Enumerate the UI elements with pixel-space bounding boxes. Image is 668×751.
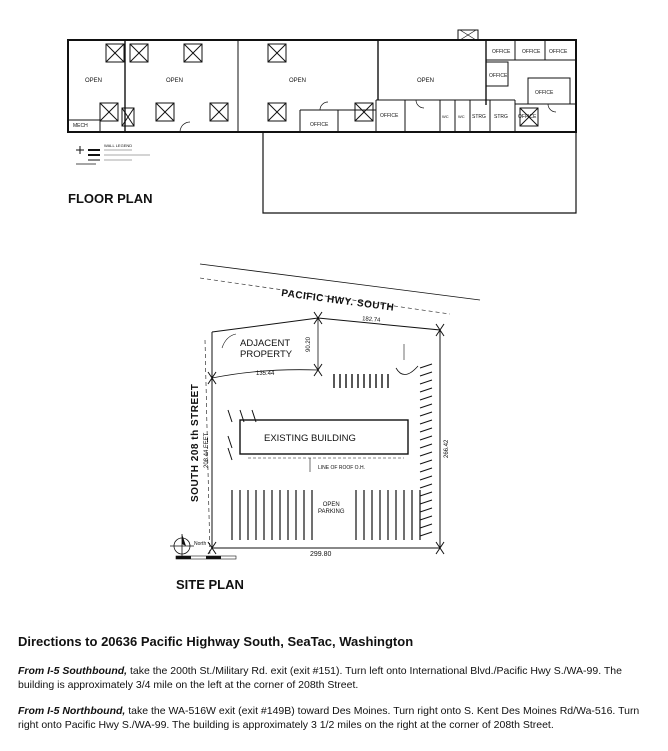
directions — [18, 634, 648, 732]
room-label-wc-2: WC — [458, 114, 465, 119]
room-label-open-1: OPEN — [85, 78, 103, 84]
southbound-lead: From I-5 Southbound, — [18, 665, 128, 677]
open-parking-label: OPEN PARKING — [318, 502, 345, 515]
dim-adjacent-horizontal: 135.44 — [256, 371, 275, 377]
room-label-strg-1: STRG — [472, 114, 486, 120]
room-label-mech: MECH — [73, 123, 88, 129]
room-label-open-3: OPEN — [289, 78, 307, 84]
right-parking-stalls — [420, 364, 432, 536]
road-edge-1 — [200, 264, 480, 300]
northbound-text: take the WA-516W exit (exit #149B) toward Des Moines. Turn right onto S. Kent Des Moines Rd/Wa-516. Turn right onto Pacific Hwy S./WA-99. The building is approximately 3 1/2 miles on the right at the corner of 208th Street. — [18, 705, 640, 731]
room-label-office-top-2: OFFICE — [522, 49, 541, 55]
top-parking-stalls — [334, 374, 388, 388]
room-label-office-right: OFFICE — [535, 90, 554, 96]
floor-plan — [0, 0, 668, 240]
room-label-office-bottom-3: OFFICE — [518, 114, 537, 120]
existing-building-label: EXISTING BUILDING — [264, 433, 356, 444]
north-label: North — [194, 541, 207, 547]
dim-top: 182.74 — [361, 316, 381, 324]
room-label-office-top-1: OFFICE — [492, 49, 511, 55]
southbound-text: take the 200th St./Military Rd. exit (exit #151). Turn left onto International Blvd./Pacific Hwy S./WA-99. The building is approximately 3/4 mile on the left at the corner of 208th Street. — [18, 665, 622, 691]
northbound-lead: From I-5 Northbound, — [18, 705, 126, 717]
room-label-open-4: OPEN — [417, 78, 435, 84]
directions-southbound — [18, 664, 648, 692]
roof-line-label: LINE OF ROOF O.H. — [318, 465, 365, 471]
scale-bar — [176, 556, 236, 559]
room-label-wc-1: WC — [442, 114, 449, 119]
room-label-open-2: OPEN — [166, 78, 184, 84]
dim-adjacent-vertical: 90.20 — [306, 336, 312, 352]
dim-right: 266.42 — [444, 439, 450, 458]
room-label-office-bottom-2: OFFICE — [380, 113, 399, 119]
street-label-208th: SOUTH 208 th STREET — [190, 383, 201, 502]
directions-title: Directions to 20636 Pacific Highway South, SeaTac, Washington — [18, 634, 414, 649]
room-label-office-bottom-1: OFFICE — [310, 122, 329, 128]
building-extension — [263, 132, 576, 213]
adjacent-property-label: ADJACENT PROPERTY — [240, 338, 293, 360]
dim-left: 208.44 FEET — [204, 432, 210, 468]
site-plan — [0, 240, 668, 600]
wall-legend-title: WALL LEGEND — [104, 143, 133, 148]
floor-plan-title: FLOOR PLAN — [68, 191, 153, 206]
wall-legend — [76, 146, 150, 164]
room-label-office-top-3: OFFICE — [549, 49, 568, 55]
street-label-pacific-hwy: PACIFIC HWY. SOUTH — [280, 288, 395, 314]
room-label-strg-2: STRG — [494, 114, 508, 120]
directions-northbound — [18, 704, 648, 732]
site-plan-title: SITE PLAN — [176, 577, 244, 592]
upper-parking-stalls — [228, 410, 256, 460]
room-label-office-mid: OFFICE — [489, 73, 508, 79]
north-arrow-icon — [170, 534, 194, 558]
dim-bottom: 299.80 — [310, 551, 332, 558]
